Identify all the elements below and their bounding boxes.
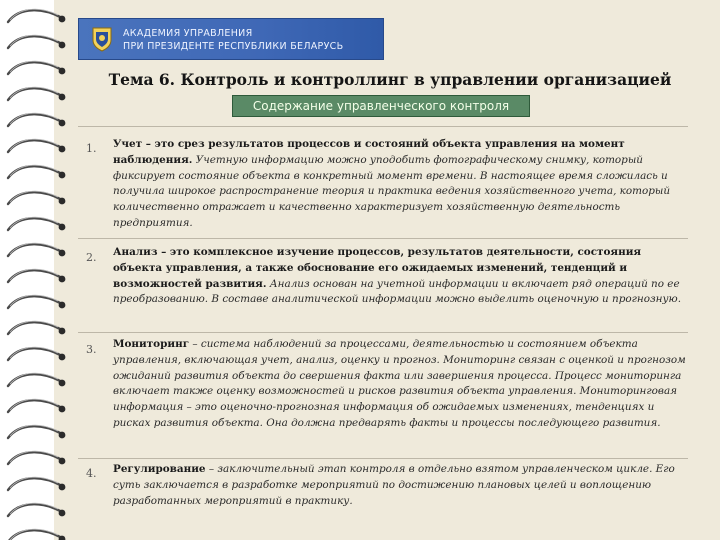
divider — [78, 126, 688, 127]
item-term: Анализ – это комплексное изучение процессов, результатов деятельности, состояния объекта управления, а также обоснование его ожидаемых изменений, тенденций и возможностей развития. — [113, 246, 642, 290]
org-name-line2: ПРИ ПРЕЗИДЕНТЕ РЕСПУБЛИКИ БЕЛАРУСЬ — [123, 41, 344, 52]
item-description: – заключительный этап контроля в отдельно взятом управленческом цикле. Его суть заключается в разработке мероприятий по достижению плановых целей и воплощению разработанных мероприятий в практику. — [113, 463, 675, 507]
spiral-ring — [8, 451, 65, 464]
slide-subtitle: Содержание управленческого контроля — [252, 99, 510, 113]
spiral-ring — [8, 217, 65, 230]
academy-banner — [78, 18, 384, 60]
spiral-ring — [8, 425, 65, 438]
spiral-ring — [8, 529, 65, 540]
item-number: 3. — [86, 343, 97, 356]
item-description: Учетную информацию можно уподобить фотографическому снимку, который фиксирует состояние объекта в конкретный момент времени. В настоящее время сложилась и получила широкое распространение теория и практика ведения хозяйственного учета, который количественно отражает и качественно характеризует хозяйственную деятельность предприятия. — [113, 153, 671, 229]
spiral-ring — [8, 347, 65, 360]
list-item — [113, 245, 691, 308]
divider — [78, 458, 688, 459]
subtitle-box — [232, 95, 530, 117]
spiral-ring — [8, 399, 65, 412]
spiral-ring — [8, 243, 65, 256]
item-description: – система наблюдений за процессами, деятельностью и состоянием объекта управления, включающая учет, анализ, оценку и прогноз. Мониторинг связан с оценкой и прогнозом ожиданий развития объекта до свершения факта или завершения процесса. Процесс мониторинга включает также оценку возможностей и рисков развития объекта управления. Мониторинговая информация – это оценочно-прогнозная информация об ожидаемых изменениях, тенденциях и рисках развития объекта. Она должна предварять факты и процессы последующего развития. — [113, 338, 686, 429]
spiral-ring — [8, 87, 65, 100]
spiral-ring — [8, 61, 65, 74]
spiral-ring — [8, 113, 65, 126]
spiral-ring — [8, 321, 65, 334]
spiral-ring — [8, 191, 65, 204]
item-number: 1. — [86, 142, 97, 155]
spiral-ring — [8, 35, 65, 48]
list-item — [113, 337, 691, 432]
item-term: Регулирование — [113, 463, 206, 475]
item-term: Мониторинг — [113, 338, 190, 350]
spiral-ring — [8, 269, 65, 282]
divider — [78, 238, 688, 239]
spiral-ring — [8, 9, 65, 22]
item-number: 4. — [86, 467, 97, 480]
spiral-ring — [8, 503, 65, 516]
list-item — [113, 137, 691, 232]
divider — [78, 332, 688, 333]
item-description: Анализ основан на учетной информации и включает ряд операций по ее преобразованию. В составе аналитической информации можно выделить оценочную и прогнозную. — [113, 277, 681, 306]
item-term: Учет – это срез результатов процессов и состояний объекта управления на момент наблюдения. — [113, 138, 625, 166]
org-name-line1: АКАДЕМИЯ УПРАВЛЕНИЯ — [123, 28, 253, 39]
spiral-ring — [8, 165, 65, 178]
item-number: 2. — [86, 251, 97, 264]
spiral-ring — [8, 477, 65, 490]
spiral-ring — [8, 295, 65, 308]
spiral-ring — [8, 139, 65, 152]
slide-title: Тема 6. Контроль и контроллинг в управлении организацией — [108, 70, 672, 89]
list-item — [113, 462, 691, 509]
spiral-ring — [8, 373, 65, 386]
emblem-icon — [91, 26, 113, 52]
